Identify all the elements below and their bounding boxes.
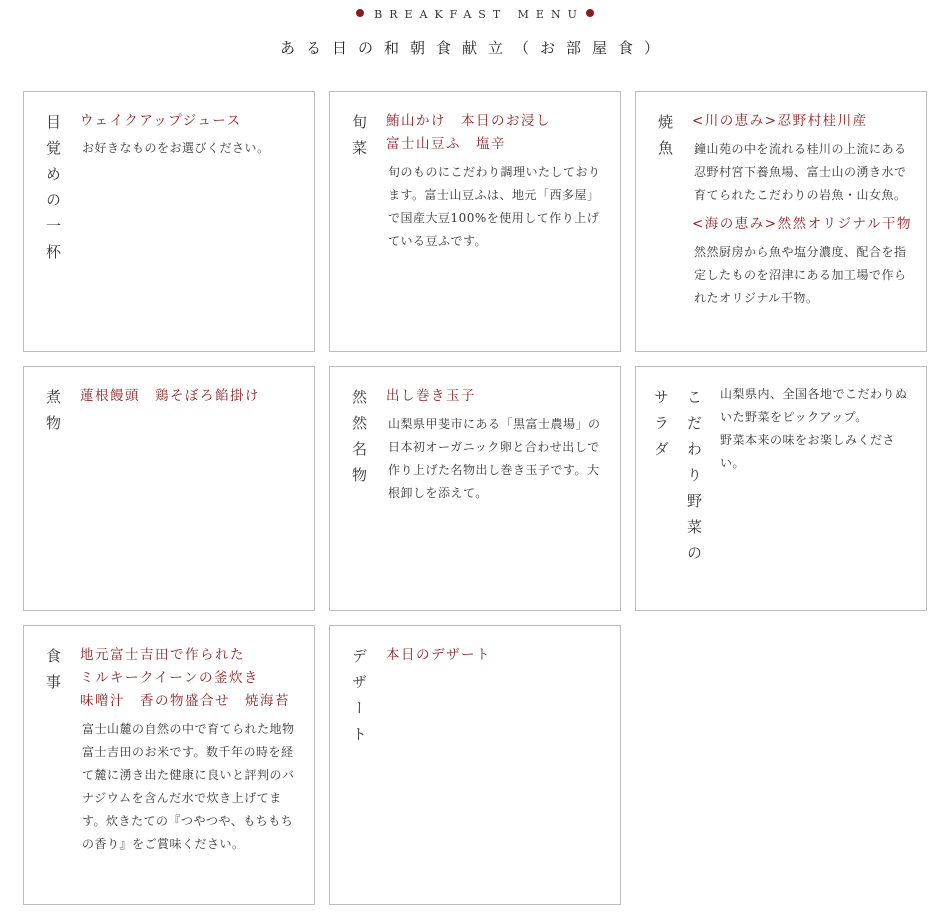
item-description: 野菜本来の味をお楽しみください。 — [720, 433, 896, 470]
item-description: 然然厨房から魚や塩分濃度、配合を指定したものを沼津にある加工場で作られたオリジナル干物。 — [694, 245, 907, 305]
left-dot-icon — [356, 9, 364, 17]
item-description: 鐘山苑の中を流れる桂川の上流にある忍野村宮下養魚場、富士山の湧き水で育てられたこだわりの岩魚・山女魚。 — [694, 142, 907, 202]
menu-subtitle — [0, 8, 950, 22]
card-shunsai — [329, 91, 621, 352]
item-title: 出し巻き玉子 — [386, 388, 476, 404]
item-description: 旬のものにこだわり調理いたしております。富士山豆ふは、地元「西多屋」で国産大豆100%を使用して作り上げている豆ふです。 — [388, 165, 601, 248]
card-heading: 煮物 — [44, 389, 62, 441]
card-dessert — [329, 625, 621, 905]
card-meibutsu — [329, 366, 621, 611]
right-dot-icon — [586, 9, 594, 17]
item-title: ミルキークイーンの釜炊き — [80, 670, 260, 686]
card-heading: 然然名物 — [350, 389, 368, 493]
card-content — [80, 110, 305, 160]
card-yakizakana — [635, 91, 927, 352]
item-description: 山梨県内、全国各地でこだわりぬいた野菜をピックアップ。 — [720, 387, 908, 424]
item-title: 富士山豆ふ 塩辛 — [386, 136, 506, 152]
card-content — [386, 110, 608, 253]
card-heading: 食事 — [44, 648, 62, 700]
item-title: 本日のデザート — [386, 647, 491, 663]
item-title: 地元富士吉田で作られた — [80, 647, 245, 663]
card-content — [386, 385, 608, 505]
item-title: 蓮根饅頭 鶏そぼろ餡掛け — [80, 388, 260, 404]
card-content — [80, 385, 305, 408]
card-heading: デザート — [350, 648, 368, 752]
item-description: 富士山麓の自然の中で育てられた地物富士吉田のお米です。数千年の時を経て麓に湧き出た健康に良いと評判のバナジウムを含んだ水で炊き上げてます。炊きたての『つやつや、もちもちの香り』をご賞味ください。 — [82, 722, 295, 851]
card-heading: サラダ — [652, 389, 670, 467]
card-content — [718, 383, 914, 475]
card-heading: こだわり野菜の — [685, 389, 703, 571]
card-salad — [635, 366, 927, 611]
item-title: 味噌汁 香の物盛合せ 焼海苔 — [80, 693, 290, 709]
card-content — [692, 110, 914, 310]
item-title: <海の恵み>然然オリジナル干物 — [692, 216, 912, 232]
card-content — [386, 644, 608, 667]
card-heading: 目覚めの一杯 — [44, 114, 62, 270]
card-heading: 旬菜 — [350, 114, 368, 166]
item-description: お好きなものをお選びください。 — [82, 141, 270, 155]
card-mezame — [23, 91, 315, 352]
item-title: <川の恵み>忍野村桂川産 — [692, 113, 868, 129]
item-title: ウェイクアップジュース — [80, 113, 242, 129]
card-shokuji — [23, 625, 315, 905]
card-nimono — [23, 366, 315, 611]
item-description: 山梨県甲斐市にある「黒富士農場」の日本初オーガニック卵と合わせ出しで作り上げた名物出し巻き玉子です。大根卸しを添えて。 — [388, 417, 601, 500]
menu-title: ある日の和朝食献立（お部屋食） — [279, 39, 670, 57]
card-content — [80, 644, 302, 856]
menu-subtitle-text: BREAKFAST MENU — [374, 8, 584, 21]
card-heading: 焼魚 — [656, 114, 674, 166]
item-title: 鮪山かけ 本日のお浸し — [386, 113, 551, 129]
